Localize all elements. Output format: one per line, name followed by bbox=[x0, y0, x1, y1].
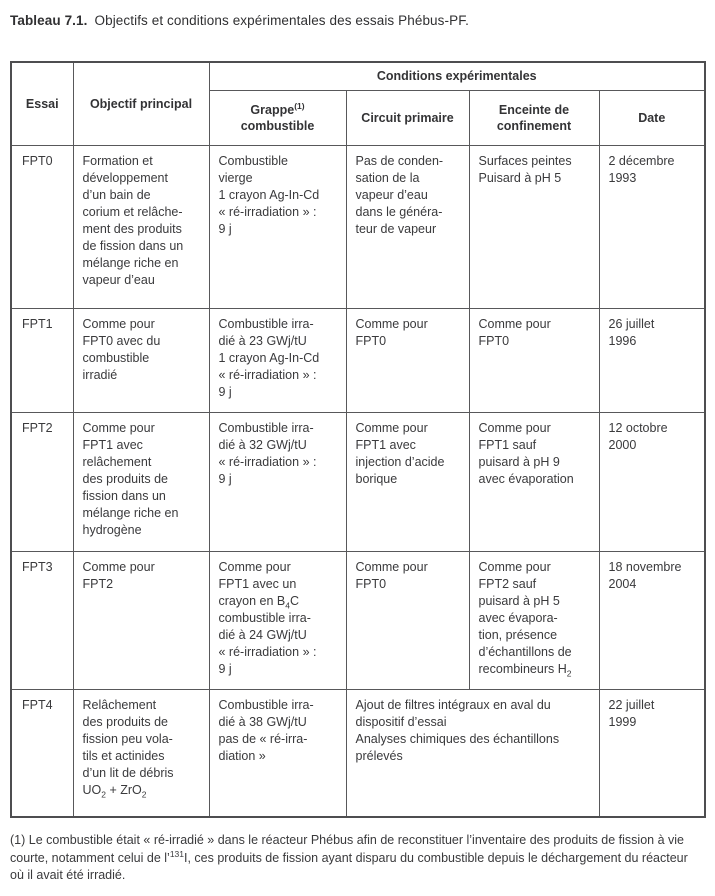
grappe-cell: Combustible irra- dié à 32 GWj/tU « ré-irradiation » : 9 j bbox=[209, 412, 346, 551]
header-row-group bbox=[11, 62, 705, 90]
header-conditions-group: Conditions expérimentales bbox=[209, 62, 705, 90]
grappe-cell: Combustible vierge 1 crayon Ag-In-Cd « ré-irradiation » : 9 j bbox=[209, 145, 346, 308]
table-caption-number: Tableau 7.1. bbox=[10, 13, 88, 28]
table-row-fpt2 bbox=[11, 412, 705, 551]
grappe-cell: Comme pour FPT1 avec un crayon en $B_4C$ combustible irra- dié à 24 GWj/tU « ré-irradiation » : 9 j bbox=[209, 551, 346, 689]
enceinte-cell: Comme pour FPT0 bbox=[469, 308, 599, 412]
essai-cell: FPT0 bbox=[11, 145, 73, 308]
objectif-cell: Relâchement des produits de fission peu vola- tils et actinides d’un lit de débris $UO_2 + ZrO_2$ bbox=[73, 689, 209, 817]
essai-cell: FPT2 bbox=[11, 412, 73, 551]
grappe-cell: Combustible irra- dié à 38 GWj/tU pas de « ré-irra- diation » bbox=[209, 689, 346, 817]
date-cell: 26 juillet 1996 bbox=[599, 308, 705, 412]
header-grappe: Grappe$^{(1)}$ combustible bbox=[209, 90, 346, 145]
essai-cell: FPT1 bbox=[11, 308, 73, 412]
circuit-enceinte-merged-cell: Ajout de filtres intégraux en aval du dispositif d’essai Analyses chimiques des échantillons prélevés bbox=[346, 689, 599, 817]
table-row-fpt4 bbox=[11, 689, 705, 817]
table-row-fpt1 bbox=[11, 308, 705, 412]
date-cell: 22 juillet 1999 bbox=[599, 689, 705, 817]
circuit-cell: Comme pour FPT0 bbox=[346, 551, 469, 689]
circuit-cell: Comme pour FPT1 avec injection d’acide borique bbox=[346, 412, 469, 551]
enceinte-cell: Surfaces peintes Puisard à pH 5 bbox=[469, 145, 599, 308]
circuit-cell: Comme pour FPT0 bbox=[346, 308, 469, 412]
table-row-fpt0 bbox=[11, 145, 705, 308]
table-caption bbox=[10, 13, 705, 28]
essai-cell: FPT4 bbox=[11, 689, 73, 817]
experiments-table bbox=[10, 61, 706, 818]
circuit-cell: Pas de conden- sation de la vapeur d’eau dans le généra- teur de vapeur bbox=[346, 145, 469, 308]
enceinte-cell: Comme pour FPT2 sauf puisard à pH 5 avec évapora- tion, présence d’échantillons de recombineurs $H_2$ bbox=[469, 551, 599, 689]
date-cell: 18 novembre 2004 bbox=[599, 551, 705, 689]
objectif-cell: Comme pour FPT2 bbox=[73, 551, 209, 689]
grappe-cell: Combustible irra- dié à 23 GWj/tU 1 crayon Ag-In-Cd « ré-irradiation » : 9 j bbox=[209, 308, 346, 412]
header-enceinte: Enceinte de confinement bbox=[469, 90, 599, 145]
date-cell: 2 décembre 1993 bbox=[599, 145, 705, 308]
table-row-fpt3 bbox=[11, 551, 705, 689]
objectif-cell: Comme pour FPT1 avec relâchement des produits de fission dans un mélange riche en hydrogène bbox=[73, 412, 209, 551]
header-circuit: Circuit primaire bbox=[346, 90, 469, 145]
header-objectif: Objectif principal bbox=[73, 62, 209, 145]
header-essai: Essai bbox=[11, 62, 73, 145]
objectif-cell: Comme pour FPT0 avec du combustible irradié bbox=[73, 308, 209, 412]
table-caption-text: Objectifs et conditions expérimentales des essais Phébus-PF. bbox=[94, 13, 469, 28]
footnote: (1) Le combustible était « ré-irradié » dans le réacteur Phébus afin de reconstituer l’inventaire des produits de fission à vie courte, notamment celui de l’$^{131}$I, ces produits de fission ayant disparu du combustible depuis le déchargement du réacteur où il avait été irradié. bbox=[10, 833, 688, 882]
essai-cell: FPT3 bbox=[11, 551, 73, 689]
objectif-cell: Formation et développement d’un bain de corium et relâche- ment des produits de fission dans un mélange riche en vapeur d’eau bbox=[73, 145, 209, 308]
enceinte-cell: Comme pour FPT1 sauf puisard à pH 9 avec évaporation bbox=[469, 412, 599, 551]
header-date: Date bbox=[599, 90, 705, 145]
date-cell: 12 octobre 2000 bbox=[599, 412, 705, 551]
